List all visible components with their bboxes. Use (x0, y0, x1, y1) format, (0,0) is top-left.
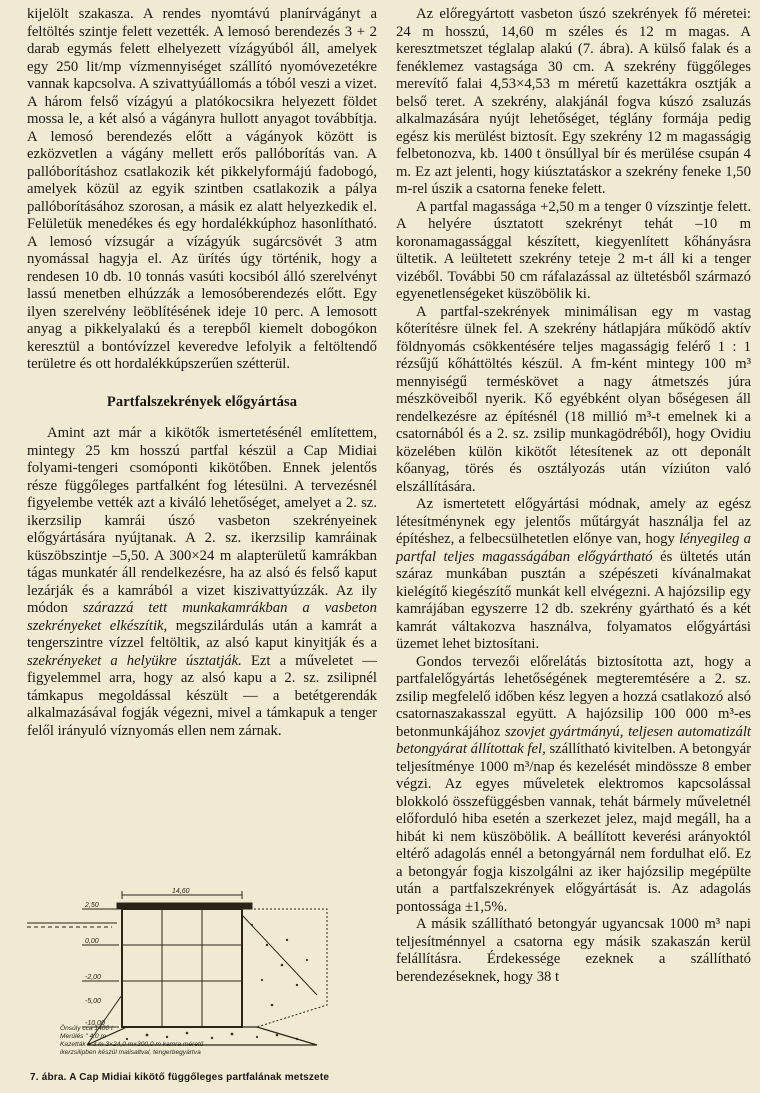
paragraph: Az ismertetett előgyártási módnak, amely az egész létesítménynek egy jelentős műtárgyát használja fel az építéshez, a felbecsülhetetlen előnye van, hogy lényegileg a partfal teljes magasságában előgyártható és ültetés után száraz munkában pusztán a szépészeti kívánalmakat kielégítő kiegészítő munkát kell elvégezni. A hajózsilip egy kamrájában egyszerre 12 db. szekrény gyártható és a két kamrát váltakozva használva, folyamatos előgyártási üzemet lehet biztosítani. (396, 496, 751, 652)
figure-caption: 7. ábra. A Cap Midiai kikötő függőleges partfalának metszete (30, 1072, 330, 1083)
paragraph: kijelölt szakasza. A rendes nyomtávú planírvágányt a feltöltés szintje felett vezették. A lemosó berendezés 3 + 2 darab egymás felett elhelyezett vízágyúból áll, amelyek egy 250 lit/mp vízmennyiséget szállító nyomóvezetékre vannak kapcsolva. A szivattyúállomás a tóból veszi a vizet. A három felső vízágyú a platókocsikra helyezett földet mossa le, a két alsó a vágányra hullott anyagot továbbítja. A lemosó berendezés előtt a vágányok között is ezközvetlen a vágány mellett erős pallóborítás van. A pallóborításhoz csatlakozik két pikkelyformájú fadobogó, amelyek közül az egyik szintben csatlakozik a pálya pallóborításához szorosan, a másik ez alatt helyezkedik el. Felületük menedékes és egy hordalékkúphoz hasonlítható. A lemosó vízsugár a vízágyúk sugárcsövét 3 atm nyomással hagyja el. Az ürítés úgy történik, hogy a rendesen 10 db. 10 tonnás vasúti kocsiból álló szerelvényt lassú menetben elhúzzák a lemosóberendezés előtt. Egy ilyen szerelvény leöblítésének ideje 10 perc. A lemosott anyag a pikkelyalakú és a terepből kiemelt dobogókon keresztül a bontóvízzel keveredve lefolyik a feltöltendő területre és ott hordalékkúpszerűen szétterül. (27, 6, 377, 372)
elevation-label: -5,00 (85, 998, 101, 1005)
elevation-label: 0,00 (85, 938, 99, 945)
elevation-label: 2,50 (85, 902, 99, 909)
emphasis: lényegileg a partfal teljes magasságában előgyártható (396, 531, 751, 565)
elevation-label: -2,00 (85, 974, 101, 981)
figure-legend (60, 1025, 320, 1057)
legend-line: ikerzsilipben készül malisaltval, tengerbegyártva (60, 1049, 201, 1056)
section-heading: Partfalszekrények előgyártása (106, 393, 298, 410)
left-column (27, 6, 377, 740)
paragraph: Az előregyártott vasbeton úszó szekrények fő méretei: 24 m hosszú, 14,60 m széles és 12 m magas. A keresztmetszet téglalap alakú (7. ábra). A külső falak és a fenéklemez vastagsága 30 cm. A szekrény függőleges merevítő falai 4,53×4,53 m méretű kazettákra osztják a belső teret. A szekrény, alakjánál fogva kúszó zsaluzás alkalmazására nyújt lehetőséget, téglány formája pedig egész kis merülést biztosít. Egy szekrény 12 m magasságig felbetonozva, kb. 1400 t önsúllyal bír és merülése csupán 4 m. Ez azt jelenti, hogy kiúsztatáskor a szekrény feneke 1,50 m-rel úszik a csatorna feneke felett. (396, 6, 751, 197)
paragraph: A partfal magassága +2,50 m a tenger 0 vízszintje felett. A helyére úsztatott szekrényt tehát –10 m koronamagassággal készített, kiegyenlített kőhányásra ültetik. A leültetett szekrény teteje 2 m-t áll ki a tenger vizéből. További 50 cm ráfalazással az ültetésből származó egyenetlenségeket küszöbölik ki. (396, 198, 751, 302)
paragraph: Amint azt már a kikötők ismertetésénél említettem, mintegy 25 km hosszú partfal készül a Cap Midiai folyami-tengeri csomóponti kikötőben. Ennek jelentős része függőleges partfalként fog létesülni. A tervezésnél figyelembe vették azt a kiváló lehetőséget, amelyet a 2. sz. ikerzsilip kamrái úszó vasbeton szekrényeinek előgyártására nyújtanak. A 2. sz. ikerzsilip kamráinak küszöbszintje –5,50. A 300×24 m alapterületű kamrákban tágas munkatér áll rendelkezésre, ha az alsó és felső kaput lezárják és a kamrából a vizet kiszivattyúzzák. Az ily módon szárazzá tett munkakamrákban a vasbeton szekrényeket elkészítik, megszilárdulás után a kamrát a tengerszintre vízzel feltöltik, az alsó kaput kinyitják és a szekrényeket a helyükre úsztatják. Ezt a műveletet — figyelemmel arra, hogy az alsó kapu a 2. sz. zsilipnél támkapus megoldással készült — a betétgerendák alkalmazásával fogják végezni, mivel a támkapuk a tenger felől irányuló víznyomás ellen nem zárnak. (27, 425, 377, 739)
paragraph: Gondos tervezői előrelátás biztosította azt, hogy a partfalelőgyártás lehetőségének megteremtésére a 2. sz. zsilip megfelelő időben kész legyen a hozzá csatlakozó alsó csatornaszakasszal együtt. A hajózsilip 100 000 m³-es betonmunkájához szovjet gyártmányú, teljesen automatizált betongyárat állítottak fel, szállítható kivitelben. A betongyár teljesítménye 1000 m³/nap és kezelését mindössze 8 ember végzi. Az egyes műveletek elektromos kapcsolással blokkoló összefüggésben vannak, tehát bármely műveletnél előforduló hiba esetén a szerkezet jelez, majd megáll, ha a hibát ki nem küszöbölik. A beállított keverési arányoktól eltérő adagolás ennél a betongyárnál nem fordulhat elő. Ez a betongyár fogja kiszolgálni az iker hajózsilip megépülte után a partfalszekrények előgyártását is. Az adagolás pontossága ±1,5%. (396, 653, 751, 915)
right-column (396, 6, 751, 986)
legend-line: Merülés " 4,0 m (60, 1033, 106, 1040)
dimension-label: 14,60 (172, 888, 190, 895)
elevation-label: -10,00 (85, 1020, 105, 1027)
legend-line: Önsúly cca 1400 t (60, 1025, 113, 1032)
legend-line: Kazetták ♦ 3 m 3×24,0 m×300,0 m kamra méretű (60, 1041, 204, 1048)
paragraph: A másik szállítható betongyár ugyancsak 1000 m³ napi teljesítménnyel a csatorna egy másik szakaszán kerül felállításra. Érdekessége ezeknek a szállítható berendezéseknek, hogy 38 t (396, 916, 751, 985)
emphasis: szekrényeket a helyükre úsztatják. (27, 652, 242, 669)
paragraph: A partfal-szekrények minimálisan egy m vastag kőterítésre ülnek fel. A szekrény hátlapjára működő aktív földnyomás csökkentésére teljes magasságig felérő 1 : 1 rézsűjű kőháttöltés készül. A fm-ként mintegy 100 m³ mennyiségű terméskövet a nagy átmetszés júra mészköveiből nyerik. Kő egyébként olyan bőségesen áll rendelkezésre az építésnél (18 millió m³-t emelnek ki a csatornából és a 2. sz. zsilip munkagödréből), hogy Ovidiu közelében külön kikötőt létesítenek az ott deponált kőanyag, törés és osztályozás után víziúton való elszállítására. (396, 303, 751, 495)
emphasis: szárazzá tett munkakamrákban a vasbeton szekrényeket elkészítik, (27, 600, 377, 634)
emphasis: szovjet gyártmányú, teljesen automatizált betongyárat állítottak fel, (396, 723, 751, 757)
